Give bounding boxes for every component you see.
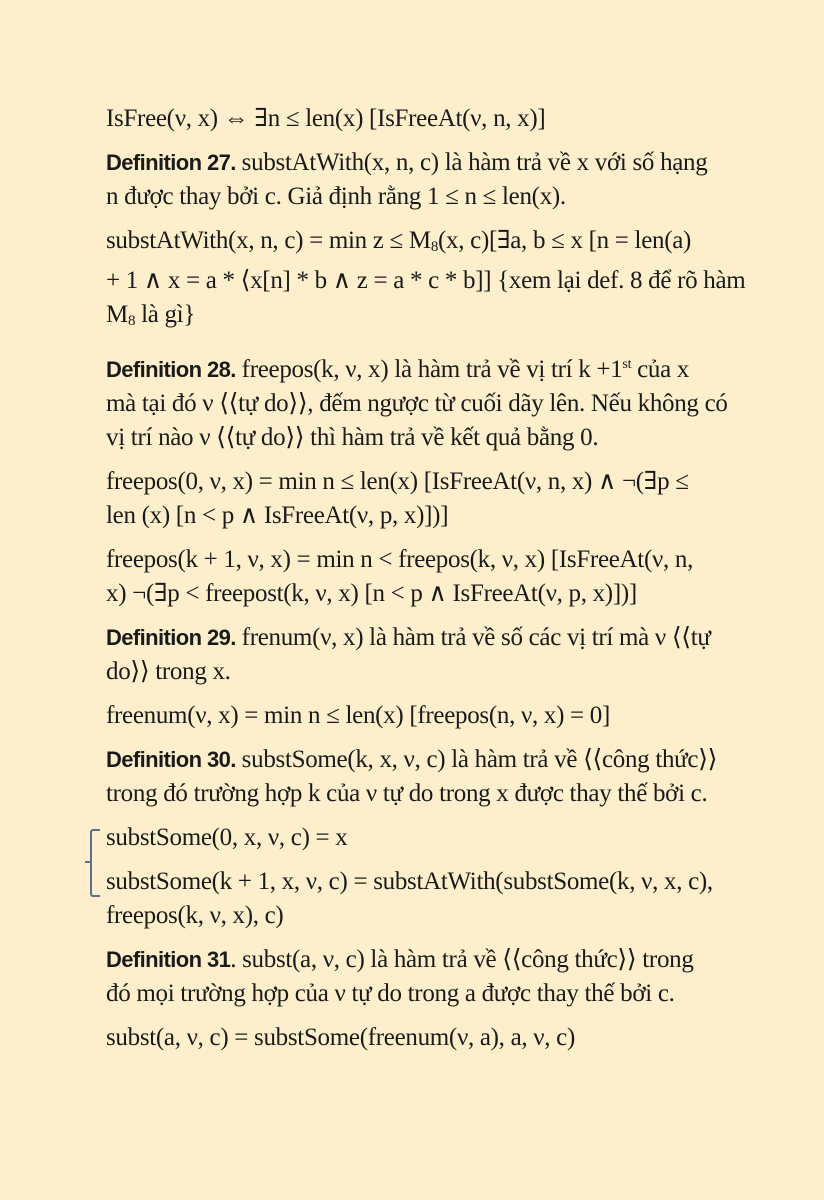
- definition-28-formula-b: [106, 543, 786, 611]
- formula-line: x) ¬(∃p < freepost(k, ν, x) [n < p ∧ IsFreeAt(ν, p, x)])]: [106, 580, 637, 607]
- definition-text: freepos(k, ν, x) là hàm trả về vị trí k +1: [235, 356, 623, 383]
- formula-line: freepos(0, ν, x) = min n ≤ len(x) [IsFreeAt(ν, n, x) ∧ ¬(∃p ≤: [106, 468, 689, 495]
- definition-27-text-2: n được thay bởi c. Giả định rằng 1 ≤ n ≤ len(x).: [106, 183, 566, 210]
- definition-29: [106, 621, 786, 689]
- definition-28-text-2: mà tại đó ν ⟨⟨tự do⟩⟩, đếm ngược từ cuối dãy lên. Nếu không có: [106, 390, 728, 417]
- definition-29-formula: [106, 699, 786, 733]
- document-page: [106, 102, 786, 1065]
- definition-text: frenum(ν, x) là hàm trả về số các vị trí mà ν ⟨⟨tự: [235, 624, 711, 651]
- formula-line: freepos(k + 1, ν, x) = min n < freepos(k, ν, x) [IsFreeAt(ν, n,: [106, 546, 694, 573]
- definition-29-line-1: [106, 621, 786, 655]
- definition-31-line-1: [106, 943, 786, 977]
- definition-30: [106, 743, 786, 811]
- case-1: substSome(0, x, ν, c) = x: [106, 824, 348, 851]
- definition-27-formula-line-2: + 1 ∧ x = a * ⟨x[n] * b ∧ z = a * c * b]] {xem lại def. 8 để rõ hàm: [106, 267, 746, 294]
- definition-27-line-1: [106, 146, 786, 180]
- label-dot: .: [230, 946, 237, 973]
- definition-27-formula-line-3: [106, 298, 786, 338]
- formula-text: substAtWith(x, n, c) = min z ≤ M: [106, 227, 431, 254]
- definition-29-label: Definition 29.: [106, 625, 236, 650]
- definition-31-text-2: đó mọi trường hợp của ν tự do trong a được thay thế bởi c.: [106, 980, 675, 1007]
- isfree-formula: IsFree(ν, x) ⇔ ∃n ≤ len(x) [IsFreeAt(ν, n, x)]: [106, 105, 546, 132]
- definition-28: [106, 348, 786, 455]
- definition-text: của x: [631, 356, 690, 383]
- formula-line: len (x) [n < p ∧ IsFreeAt(ν, p, x)])]: [106, 502, 449, 529]
- formula-text: (x, c)[∃a, b ≤ x [n = len(a): [438, 227, 692, 254]
- formula-text: M: [106, 301, 128, 328]
- subscript: 8: [430, 239, 439, 255]
- case-2-line-1: substSome(k + 1, x, ν, c) = substAtWith(substSome(k, ν, x, c),: [106, 868, 713, 895]
- definition-30-line-1: [106, 743, 786, 777]
- formula-text: là gì}: [135, 301, 196, 328]
- formula-line: subst(a, ν, c) = substSome(freenum(ν, a), a, ν, c): [106, 1024, 575, 1051]
- definition-30-label: Definition 30.: [106, 747, 236, 772]
- definition-27-text-1: substAtWith(x, n, c) là hàm trả về x với số hạng: [235, 149, 708, 176]
- superscript: st: [622, 357, 632, 372]
- definition-28-label: Definition 28.: [106, 357, 236, 382]
- subscript: 8: [127, 313, 136, 329]
- case-2-line-2: freepos(k, ν, x), c): [106, 902, 284, 929]
- definition-31-formula: [106, 1021, 786, 1055]
- definition-text: subst(a, ν, c) là hàm trả về ⟨⟨công thức⟩⟩ trong: [236, 946, 694, 973]
- isfree-formula-block: [106, 102, 786, 136]
- definition-text: substSome(k, x, ν, c) là hàm trả về ⟨⟨công thức⟩⟩: [235, 746, 718, 773]
- definition-28-line-1: [106, 348, 786, 387]
- definition-28-text-3: vị trí nào ν ⟨⟨tự do⟩⟩ thì hàm trả về kết quả bằng 0.: [106, 424, 599, 451]
- formula-line: freenum(ν, x) = min n ≤ len(x) [freepos(n, ν, x) = 0]: [106, 702, 611, 729]
- definition-27: [106, 146, 786, 214]
- definition-29-text-2: do⟩⟩ trong x.: [106, 658, 231, 685]
- definition-30-cases: [106, 821, 786, 933]
- left-brace-icon: [90, 829, 100, 897]
- definition-31: [106, 943, 786, 1011]
- definition-27-formula: [106, 224, 786, 338]
- definition-30-text-2: trong đó trường hợp k của ν tự do trong x được thay thế bởi c.: [106, 780, 708, 807]
- definition-31-label: Definition 31: [106, 947, 231, 972]
- definition-27-formula-line-1: [106, 224, 786, 264]
- definition-28-formula-a: [106, 465, 786, 533]
- definition-27-label: Definition 27.: [106, 150, 236, 175]
